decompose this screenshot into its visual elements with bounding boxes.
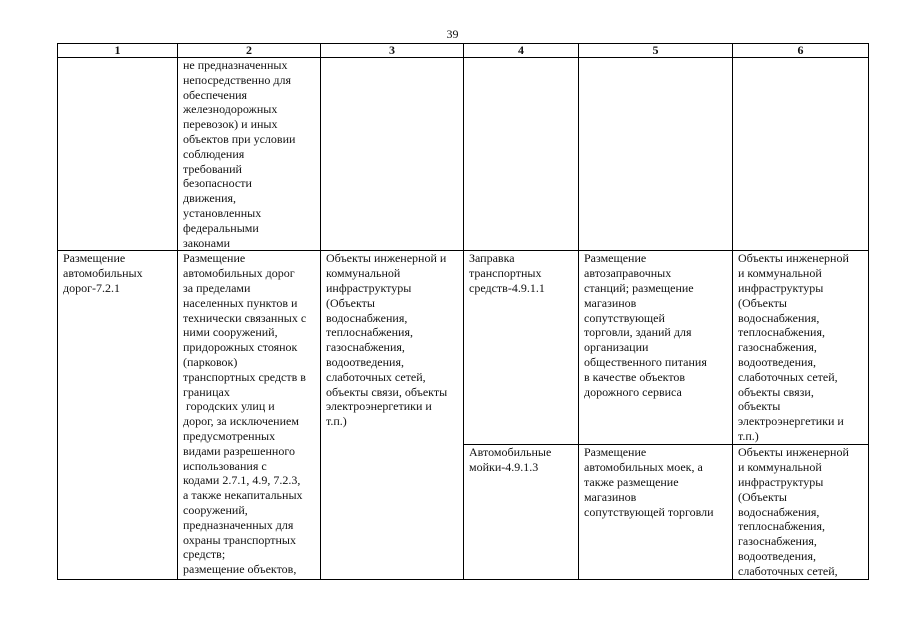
text-line: сопутствующей — [584, 310, 665, 325]
text-line: объектов при условии — [183, 131, 296, 146]
text-line: железнодорожных — [183, 102, 278, 117]
text-line: Размещение — [63, 251, 126, 266]
text-line: придорожных стоянок — [183, 340, 298, 355]
text-line: инфраструктуры — [738, 474, 824, 489]
text-line: безопасности — [183, 176, 252, 191]
text-line: кодами 2.7.1, 4.9, 7.2.3, — [183, 473, 301, 488]
text-line: средств-4.9.1.1 — [469, 280, 545, 295]
header-row — [58, 44, 869, 58]
text-line: городских улиц и — [183, 399, 275, 414]
text-line: водоотведения, — [738, 548, 816, 563]
text-line: коммунальной — [326, 266, 401, 281]
text-line: (Объекты — [738, 295, 787, 310]
column-header-2: 2 — [178, 44, 321, 58]
text-line: Размещение — [183, 251, 246, 266]
auxiliary-description-cell — [579, 251, 733, 445]
text-line: электроэнергетики и — [738, 414, 844, 429]
text-line: водоснабжения, — [738, 310, 820, 325]
text-line: ними сооружений, — [183, 325, 278, 340]
text-line: объекты связи, — [738, 384, 814, 399]
text-line: теплоснабжения, — [738, 519, 825, 534]
text-line: инфраструктуры — [326, 280, 412, 295]
continuation-cell-col6 — [733, 58, 869, 251]
text-line: границах — [183, 384, 230, 399]
auxiliary-description-cell — [579, 445, 733, 579]
auxiliary-objects-cell — [733, 445, 869, 579]
text-line: в качестве объектов — [584, 369, 686, 384]
text-line: теплоснабжения, — [326, 325, 413, 340]
continuation-cell-col1 — [58, 58, 178, 251]
auxiliary-type-cell — [464, 251, 579, 445]
text-line: также размещение — [584, 474, 679, 489]
text-line: мойки-4.9.1.3 — [469, 460, 539, 475]
text-line: станций; размещение — [584, 280, 694, 295]
text-line: транспортных — [469, 266, 542, 281]
text-line: газоснабжения, — [326, 340, 405, 355]
text-line: автомобильных — [63, 266, 143, 281]
column-header-6: 6 — [733, 44, 869, 58]
column-header-4: 4 — [464, 44, 579, 58]
text-line: магазинов — [584, 295, 637, 310]
text-line: водоотведения, — [738, 354, 816, 369]
text-line: автомобильных моек, а — [584, 460, 703, 475]
text-line: Заправка — [469, 251, 515, 266]
land-use-table — [57, 43, 869, 580]
text-line: непосредственно для — [183, 72, 292, 87]
text-line: слаботочных сетей, — [738, 369, 838, 384]
text-line: транспортных средств в — [183, 369, 306, 384]
main-objects-cell — [321, 251, 464, 579]
text-line: организации — [584, 340, 649, 355]
text-line: (Объекты — [326, 295, 375, 310]
text-line: технически связанных с — [183, 310, 307, 325]
land-use-description-cell — [178, 251, 321, 579]
text-line: движения, — [183, 191, 237, 206]
text-line: Размещение — [584, 445, 647, 460]
text-line: сооружений, — [183, 502, 248, 517]
text-line: инфраструктуры — [738, 280, 824, 295]
text-line: законами — [183, 235, 231, 250]
text-line: Объекты инженерной и — [326, 251, 447, 266]
text-line: соблюдения — [183, 146, 245, 161]
text-line: водоотведения, — [326, 354, 404, 369]
text-line: водоснабжения, — [738, 504, 820, 519]
text-line: газоснабжения, — [738, 534, 817, 549]
column-header-3: 3 — [321, 44, 464, 58]
text-line: теплоснабжения, — [738, 325, 825, 340]
text-line: а также некапитальных — [183, 488, 303, 503]
text-line: установленных — [183, 205, 262, 220]
text-line: слаботочных сетей, — [326, 369, 426, 384]
text-line: торговли, зданий для — [584, 325, 692, 340]
text-line: федеральными — [183, 220, 259, 235]
text-line: предусмотренных — [183, 428, 276, 443]
text-line: слаботочных сетей, — [738, 563, 838, 578]
text-line: дорог-7.2.1 — [63, 280, 121, 295]
text-line: автозаправочных — [584, 266, 672, 281]
text-line: охраны транспортных — [183, 532, 296, 547]
text-line: магазинов — [584, 489, 637, 504]
continuation-cell-col2 — [178, 58, 321, 251]
continuation-cell-col3 — [321, 58, 464, 251]
text-line: Объекты инженерной — [738, 251, 849, 266]
auxiliary-objects-cell — [733, 251, 869, 445]
text-line: общественного питания — [584, 354, 707, 369]
continuation-cell-col5 — [579, 58, 733, 251]
text-line: за пределами — [183, 280, 251, 295]
text-line: не предназначенных — [183, 58, 288, 72]
text-line: обеспечения — [183, 87, 248, 102]
text-line: водоснабжения, — [326, 310, 408, 325]
text-line: перевозок) и иных — [183, 117, 278, 132]
text-line: требований — [183, 161, 242, 176]
text-line: автомобильных дорог — [183, 266, 295, 281]
text-line: (Объекты — [738, 489, 787, 504]
text-line: объекты связи, объекты — [326, 384, 448, 399]
auxiliary-type-cell — [464, 445, 579, 579]
text-line: предназначенных для — [183, 517, 294, 532]
text-line: Размещение — [584, 251, 647, 266]
text-line: и коммунальной — [738, 266, 822, 281]
continuation-cell-col4 — [464, 58, 579, 251]
continuation-row — [58, 58, 869, 251]
text-line: размещение объектов, — [183, 562, 297, 577]
text-line: дорожного сервиса — [584, 384, 682, 399]
text-line: и коммунальной — [738, 460, 822, 475]
table-row — [58, 251, 869, 445]
text-line: Автомобильные — [469, 445, 552, 460]
text-line: средств; — [183, 547, 226, 562]
text-line: объекты — [738, 399, 781, 414]
text-line: дорог, за исключением — [183, 414, 299, 429]
column-header-5: 5 — [579, 44, 733, 58]
text-line: населенных пунктов и — [183, 295, 298, 310]
text-line: электроэнергетики и — [326, 399, 432, 414]
text-line: сопутствующей торговли — [584, 504, 714, 519]
text-line: т.п.) — [326, 414, 347, 429]
text-line: т.п.) — [738, 428, 759, 443]
page-number: 39 — [446, 27, 459, 41]
text-line: Объекты инженерной — [738, 445, 849, 460]
column-header-1: 1 — [58, 44, 178, 58]
land-use-type-cell — [58, 251, 178, 579]
text-line: видами разрешенного — [183, 443, 295, 458]
text-line: газоснабжения, — [738, 340, 817, 355]
text-line: (парковок) — [183, 354, 238, 369]
text-line: использования с — [183, 458, 267, 473]
